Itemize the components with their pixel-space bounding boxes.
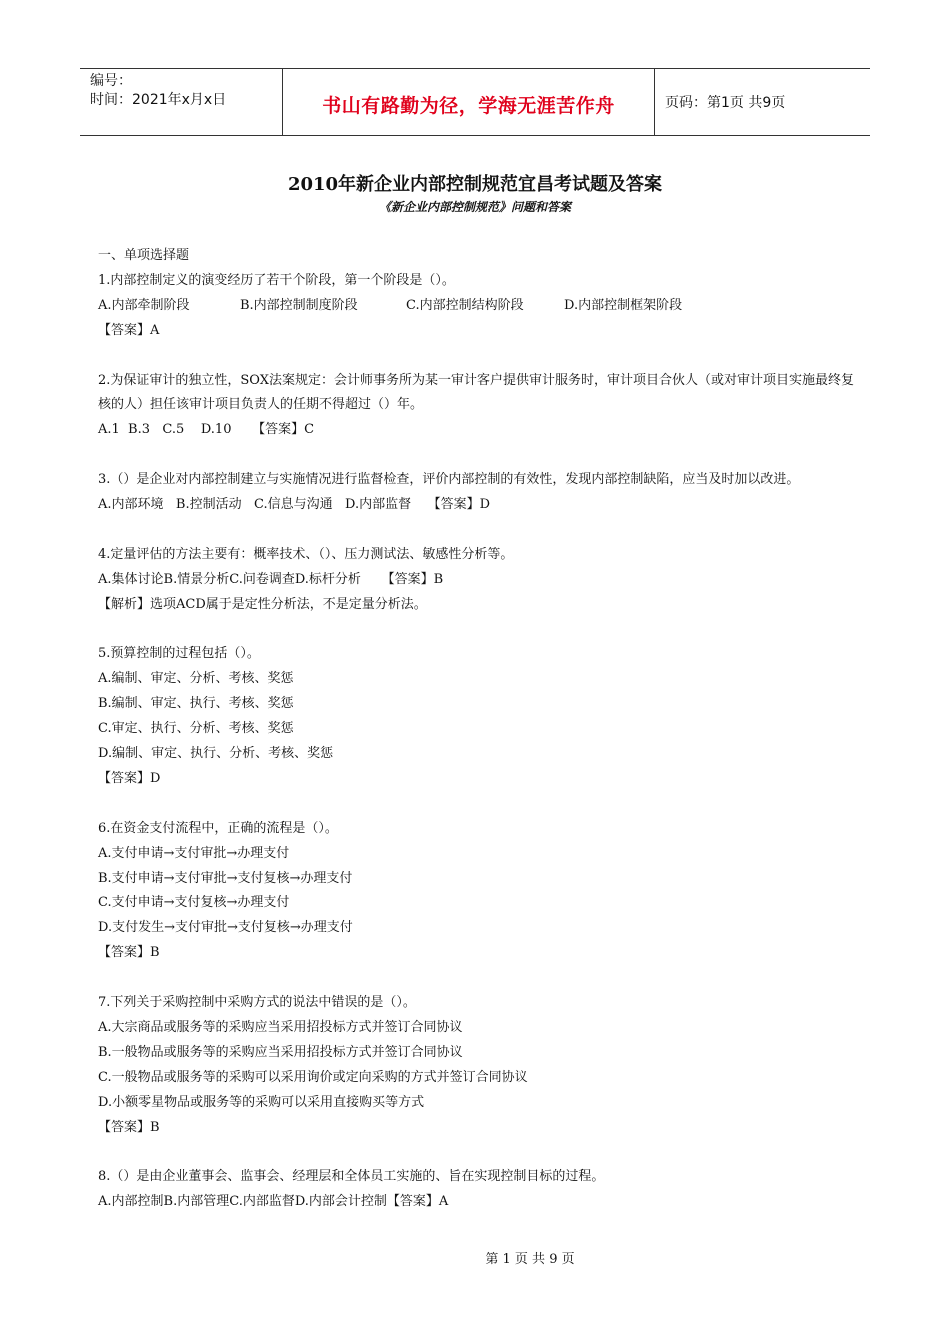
question-7-option-c: C.一般物品或服务等的采购可以采用询价或定向采购的方式并签订合同协议	[98, 1069, 528, 1085]
question-6-option-c: C.支付申请→支付复核→办理支付	[98, 895, 290, 911]
question-2-stem: 2.为保证审计的独立性，SOX法案规定：会计师事务所为某一审计客户提供审计服务时，审计项目合伙人（或对审计项目实施最终复核的人）担任该审计项目负责人的任期不得超过（）年。	[98, 372, 854, 413]
question-1-stem: 1.内部控制定义的演变经历了若干个阶段，第一个阶段是（）。	[98, 272, 455, 288]
question-6-option-a: A.支付申请→支付审批→办理支付	[98, 845, 290, 861]
question-5-stem: 5.预算控制的过程包括（）。	[98, 646, 260, 662]
question-8-stem: 8.（）是由企业董事会、监事会、经理层和全体员工实施的、旨在实现控制目标的过程。	[98, 1169, 605, 1185]
document-title: 2010年新企业内部控制规范宜昌考试题及答案	[287, 174, 663, 195]
question-6-option-d: D.支付发生→支付审批→支付复核→办理支付	[98, 920, 353, 936]
document-number-label: 编号：	[90, 73, 132, 89]
question-4-analysis: 【解析】选项ACD属于是定性分析法，不是定量分析法。	[98, 596, 427, 612]
question-5-option-d: D.编制、审定、执行、分析、考核、奖惩	[98, 746, 334, 762]
page-footer: 第 1 页 共 9 页	[485, 1252, 575, 1267]
question-2-options: A.1 B.3 C.5 D.10 【答案】C	[98, 422, 315, 438]
question-7-option-b: B.一般物品或服务等的采购应当采用招投标方式并签订合同协议	[98, 1044, 463, 1060]
question-5-option-c: C.审定、执行、分析、考核、奖惩	[98, 721, 294, 737]
section-heading: 一、单项选择题	[98, 248, 190, 263]
header-left-cell	[80, 69, 282, 135]
document-date: 时间：2021年x月x日	[90, 92, 227, 108]
question-7-answer: 【答案】B	[98, 1119, 160, 1135]
question-3-options: A.内部环境 B.控制活动 C.信息与沟通 D.内部监督 【答案】D	[98, 497, 491, 513]
question-1-option-c: C.内部控制结构阶段	[406, 297, 524, 313]
question-7-option-d: D.小额零星物品或服务等的采购可以采用直接购买等方式	[98, 1094, 425, 1110]
header-table	[80, 68, 870, 136]
question-6-option-b: B.支付申请→支付审批→支付复核→办理支付	[98, 870, 353, 886]
question-4-stem: 4.定量评估的方法主要有：概率技术、（）、压力测试法、敏感性分析等。	[98, 546, 514, 562]
header-motto-cell	[282, 69, 655, 135]
motto: 书山有路勤为径，学海无涯苦作舟	[322, 94, 615, 117]
document-subtitle: 《新企业内部控制规范》问题和答案	[378, 200, 571, 214]
question-1-option-b: B.内部控制制度阶段	[240, 297, 358, 313]
question-1-answer: 【答案】A	[98, 322, 160, 338]
question-6-answer: 【答案】B	[98, 945, 160, 961]
question-1-option-d: D.内部控制框架阶段	[564, 297, 683, 313]
question-7-stem: 7.下列关于采购控制中采购方式的说法中错误的是（）。	[98, 995, 416, 1011]
question-6-stem: 6.在资金支付流程中，正确的流程是（）。	[98, 820, 338, 836]
page-info: 页码：第1页 共9页	[665, 95, 786, 111]
question-1-options	[98, 294, 858, 319]
question-3-stem: 3.（）是企业对内部控制建立与实施情况进行监督检查，评价内部控制的有效性，发现内部控制缺陷，应当及时加以改进。	[98, 472, 800, 488]
question-5-option-a: A.编制、审定、分析、考核、奖惩	[98, 671, 294, 687]
header-page-cell	[655, 69, 870, 135]
question-1-option-a: A.内部牵制阶段	[98, 297, 190, 313]
question-4-options: A.集体讨论B.情景分析C.问卷调查D.标杆分析 【答案】B	[98, 571, 444, 587]
question-7-option-a: A.大宗商品或服务等的采购应当采用招投标方式并签订合同协议	[98, 1020, 463, 1035]
question-5-answer: 【答案】D	[98, 770, 161, 786]
document-body	[98, 244, 858, 1215]
question-5-option-b: B.编制、审定、执行、考核、奖惩	[98, 696, 294, 712]
question-8-options: A.内部控制B.内部管理C.内部监督D.内部会计控制【答案】A	[98, 1194, 449, 1210]
